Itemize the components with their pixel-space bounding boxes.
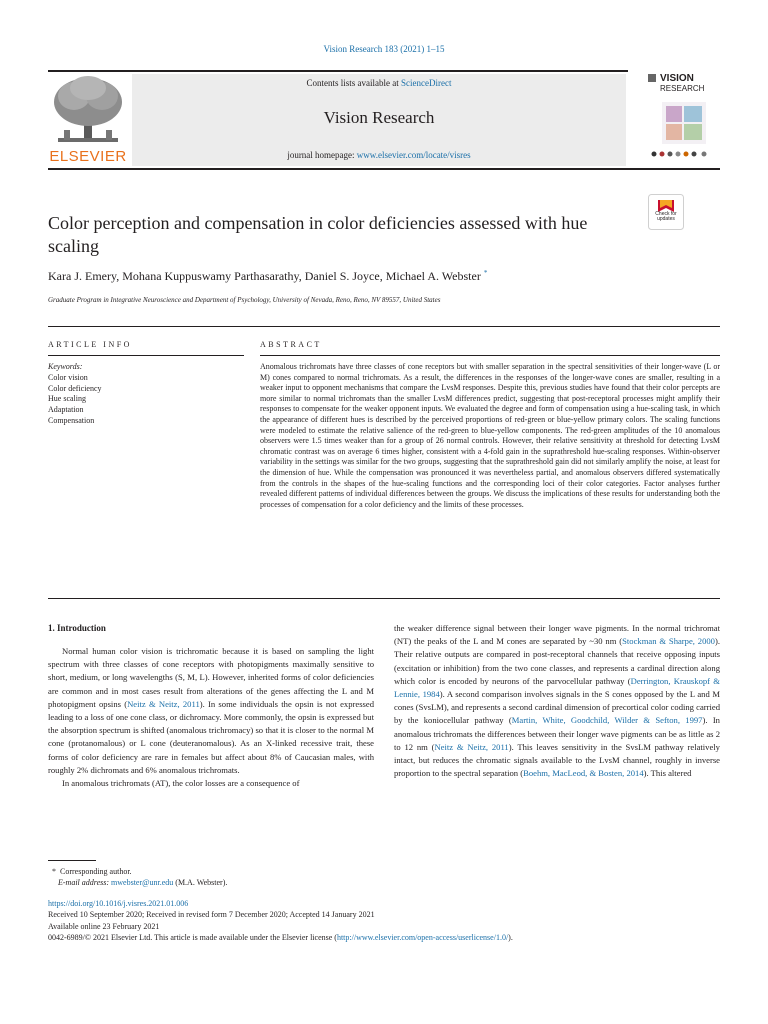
publication-info [48,898,720,943]
section-heading-introduction: 1. Introduction [48,623,106,633]
article-info-rule [48,326,720,327]
abstract-text: Anomalous trichromats have three classes of cone receptors but with smaller separation in the spectral sensitivities of their longer-wave (L or M) cones compared to normal trichromats. As a result, the differences in the responses of the longer-wave cones are smaller, resulting in a weaker input to opponent mechanisms that compare the LvsM responses. Despite this, previous studies have found that their color percepts are more similar to normal trichromats than the smaller LvsM differences predict, suggesting that post-receptoral processes might amplify their responses to compensate for the weaker opponent inputs. We evaluated the degree and form of compensation using a hue-scaling task, in which the appearance of different hues is described by the perceived proportions of red-green or blue-yellow primary colors. The scaling functions were modeled to estimate the relative salience of the red-green to blue-yellow components. The red-green amplitudes of the 10 anomalous observers were 1.5 times weaker than for a group of 26 normal controls. However, their relative sensitivity at threshold for detecting LvsM chromatic contrast was on average 6 times higher, consistent with a 4-fold gain in the suprathreshold hue-scaling responses. Within-observer variability in the settings was similar for the two groups, suggesting that the suprathreshold gain did not similarly amplify the noise, at least for the dimension of hue. While the compensation was pronounced it was nevertheless partial, and anomalous observers differed systematically from the controls in the shapes of the hue-scaling functions and the corresponding loci of their color categories. Factor analyses further revealed different patterns of individual differences between the groups. We discuss the implications of these results for understanding both the processes of compensation for a color deficiency and the limits of these processes. [260,362,720,509]
keyword-item: Color deficiency [48,383,102,393]
paragraph: Normal human color vision is trichromatic because it is based on sampling the light spectrum with three classes of cone receptors with photopigments maximally sensitive to short, medium, or long wavelengths (S, M, L). However, inherited forms of color deficiencies are common and in most cases result from alterations of the genes affecting the L and M photopigment opsins (Neitz & Neitz, 2011). In some individuals the opsin is not expressed leading to a loss of one cone class, or dichromacy. More commonly, the opsin is expressed but the absorption spectrum is shifted (anomalous trichromacy) so that it is closer to the normal M cone (protanomalous) or L cone (deuteranomalous). As an X-linked recessive trait, these forms of color deficiency are rare in females but affect about 8% of Caucasian males, with roughly 2% dichromats and 6% anomalous trichromats. [48,646,374,775]
doi-link[interactable]: https://doi.org/10.1016/j.visres.2021.01.006 [48,899,189,908]
homepage-line: journal homepage: www.elsevier.com/locate/visres [287,150,471,160]
keywords-label: Keywords: [48,362,83,371]
keywords-block [48,362,244,427]
header-bottom-rule [48,168,720,170]
citation-link[interactable]: Martin, White, Goodchild, Wilder & Sefton, 1997 [511,715,703,726]
journal-citation[interactable]: Vision Research 183 (2021) 1–15 [323,44,445,54]
contents-line: Contents lists available at ScienceDirect [306,78,452,88]
received-dates: Received 10 September 2020; Received in revised form 7 December 2020; Accepted 14 January 2021 [48,910,375,920]
available-online-date: Available online 23 February 2021 [48,921,160,931]
cover-title: VISION RESEARCH [660,73,705,93]
paragraph: the weaker difference signal between their longer wave pigments. In the normal trichromat (NT) the peaks of the L and M cones are separated by ~30 nm (Stockman & Sharpe, 2000). Their relative outputs are compared in post-receptoral channels that receive opposing inputs (excitation or inhibition) from the two cone classes, and represents a cardinal direction along which color is encoded by neurons of the parvocellular pathway (Derrington, Krauskopf & Lennie, 1984). A second comparison involves signals in the S cones opposed by the L and M cones (SvsLM), and represents a second cardinal dimension of precortical color coding carried by the koniocellular pathway (Martin, White, Goodchild, Wilder & Sefton, 1997). In anomalous trichromats the differences between their longer wave pigments can be as little as 2 to 12 nm (Neitz & Neitz, 2011). This leaves sensitivity in the SvsLM pathway relatively intact, but reduces the chromatic signals available to the LvsM channel, roughly in inverse proportion to the spectral separation (Boehm, MacLeod, & Bosten, 2014). This altered [394,623,720,779]
citation-link[interactable]: Boehm, MacLeod, & Bosten, 2014 [523,768,644,779]
paragraph: In anomalous trichromats (AT), the color losses are a consequence of [62,778,300,789]
article-info-underline [48,355,244,356]
article-title: Color perception and compensation in color deficiencies assessed with hue scaling [48,213,588,256]
affiliation: Graduate Program in Integrative Neuroscience and Department of Psychology, University of Nevada, Reno, Reno, NV 89557, United States [48,296,441,304]
author-list: Kara J. Emery, Mohana Kuppuswamy Parthasarathy, Daniel S. Joyce, Michael A. Webster * [48,269,488,283]
footnote: * Corresponding author. E-mail address: mwebster@unr.edu (M.A. Webster). [52,867,228,887]
journal-title: Vision Research [323,108,435,127]
crossmark-label: Check for updates [655,211,677,222]
abstract-heading: ABSTRACT [260,340,322,349]
license-link[interactable]: http://www.elsevier.com/open-access/userlicense/1.0/ [336,932,509,942]
body-column-right [394,622,720,780]
license-line: 0042-6989/© 2021 Elsevier Ltd. This article is made available under the Elsevier license (http://www.elsevier.com/open-access/userlicense/1.0/). [48,932,513,942]
header-top-rule [48,70,628,72]
body-column-left [48,645,374,790]
sciencedirect-link[interactable]: ScienceDirect [401,78,452,88]
keyword-item: Compensation [48,415,95,425]
article-info-heading: ARTICLE INFO [48,340,132,349]
keyword-item: Color vision [48,372,88,382]
elsevier-wordmark: ELSEVIER [49,148,127,165]
keyword-item: Adaptation [48,405,84,415]
citation-link[interactable]: Derrington, Krauskopf & Lennie, 1984 [394,675,720,700]
citation-link[interactable]: Neitz & Neitz, 2011 [434,741,509,752]
abstract-bottom-rule [48,598,720,599]
keyword-item: Hue scaling [48,394,86,404]
author-email-link[interactable]: mwebster@unr.edu [111,878,174,887]
journal-homepage-link[interactable]: www.elsevier.com/locate/visres [356,150,471,160]
tree-icon [48,74,128,148]
footnote-rule [48,860,96,861]
citation-link[interactable]: Neitz & Neitz, 2011 [127,698,200,709]
citation-link[interactable]: Stockman & Sharpe, 2000 [622,636,715,647]
corresponding-author-mark[interactable]: * [483,269,488,277]
abstract-underline [260,355,720,356]
